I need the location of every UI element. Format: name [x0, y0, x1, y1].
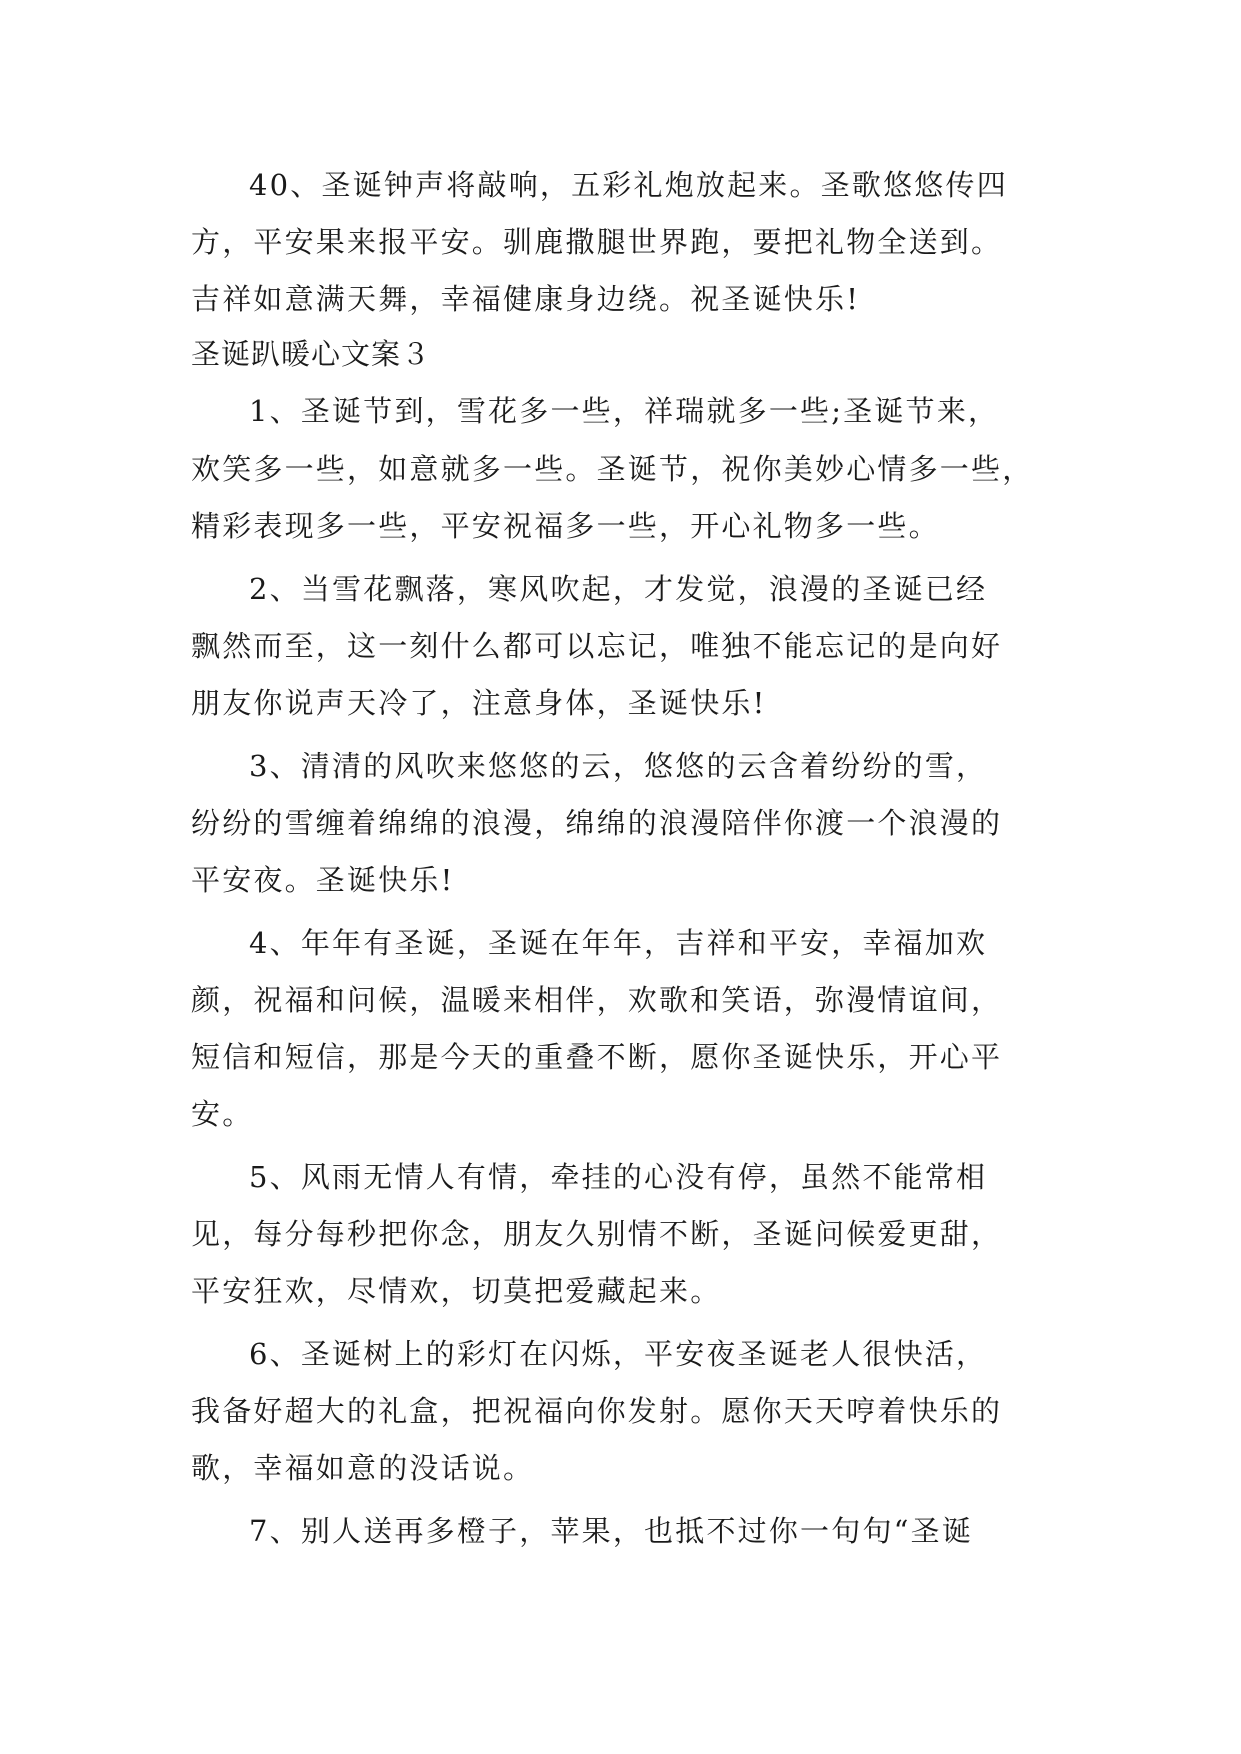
paragraph-line: 3、清清的风吹来悠悠的云，悠悠的云含着纷纷的雪，: [249, 749, 988, 783]
paragraph-line: 方，平安果来报平安。驯鹿撒腿世界跑，要把礼物全送到。: [191, 225, 1003, 259]
paragraph-line: 颜，祝福和问候，温暖来相伴，欢歌和笑语，弥漫情谊间，: [191, 983, 1003, 1017]
paragraph-line: 平安狂欢，尽情欢，切莫把爱藏起来。: [191, 1274, 722, 1308]
paragraph-line: 见，每分每秒把你念，朋友久别情不断，圣诞问候爱更甜，: [191, 1217, 1003, 1251]
paragraph-line: 1、圣诞节到，雪花多一些，祥瑞就多一些;圣诞节来，: [249, 394, 1000, 428]
paragraph-line: 安。: [191, 1097, 254, 1131]
paragraph-line: 7、别人送再多橙子，苹果，也抵不过你一句句“圣诞: [249, 1514, 974, 1548]
section-heading: 圣诞趴暖心文案３: [191, 337, 432, 371]
paragraph-line: 4、年年有圣诞，圣诞在年年，吉祥和平安，幸福加欢: [249, 926, 988, 960]
paragraph-line: 朋友你说声天冷了，注意身体，圣诞快乐!: [191, 686, 767, 720]
paragraph-line: 我备好超大的礼盒，把祝福向你发射。愿你天天哼着快乐的: [191, 1394, 1003, 1428]
paragraph-line: 飘然而至，这一刻什么都可以忘记，唯独不能忘记的是向好: [191, 629, 1003, 663]
paragraph-line: 欢笑多一些，如意就多一些。圣诞节，祝你美妙心情多一些，: [191, 452, 1034, 486]
paragraph-line: 纷纷的雪缠着绵绵的浪漫，绵绵的浪漫陪伴你渡一个浪漫的: [191, 806, 1003, 840]
paragraph-line: 精彩表现多一些，平安祝福多一些，开心礼物多一些。: [191, 509, 940, 543]
paragraph-line: 6、圣诞树上的彩灯在闪烁，平安夜圣诞老人很快活，: [249, 1337, 988, 1371]
paragraph-line: 2、当雪花飘落，寒风吹起，才发觉，浪漫的圣诞已经: [249, 572, 988, 606]
paragraph-line: 短信和短信，那是今天的重叠不断，愿你圣诞快乐，开心平: [191, 1040, 1003, 1074]
paragraph-line: 40、圣诞钟声将敲响，五彩礼炮放起来。圣歌悠悠传四: [249, 168, 1008, 202]
paragraph-line: 5、风雨无情人有情，牵挂的心没有停，虽然不能常相: [249, 1160, 988, 1194]
paragraph-line: 平安夜。圣诞快乐!: [191, 863, 455, 897]
paragraph-line: 吉祥如意满天舞，幸福健康身边绕。祝圣诞快乐!: [191, 282, 861, 316]
paragraph-line: 歌，幸福如意的没话说。: [191, 1451, 535, 1485]
